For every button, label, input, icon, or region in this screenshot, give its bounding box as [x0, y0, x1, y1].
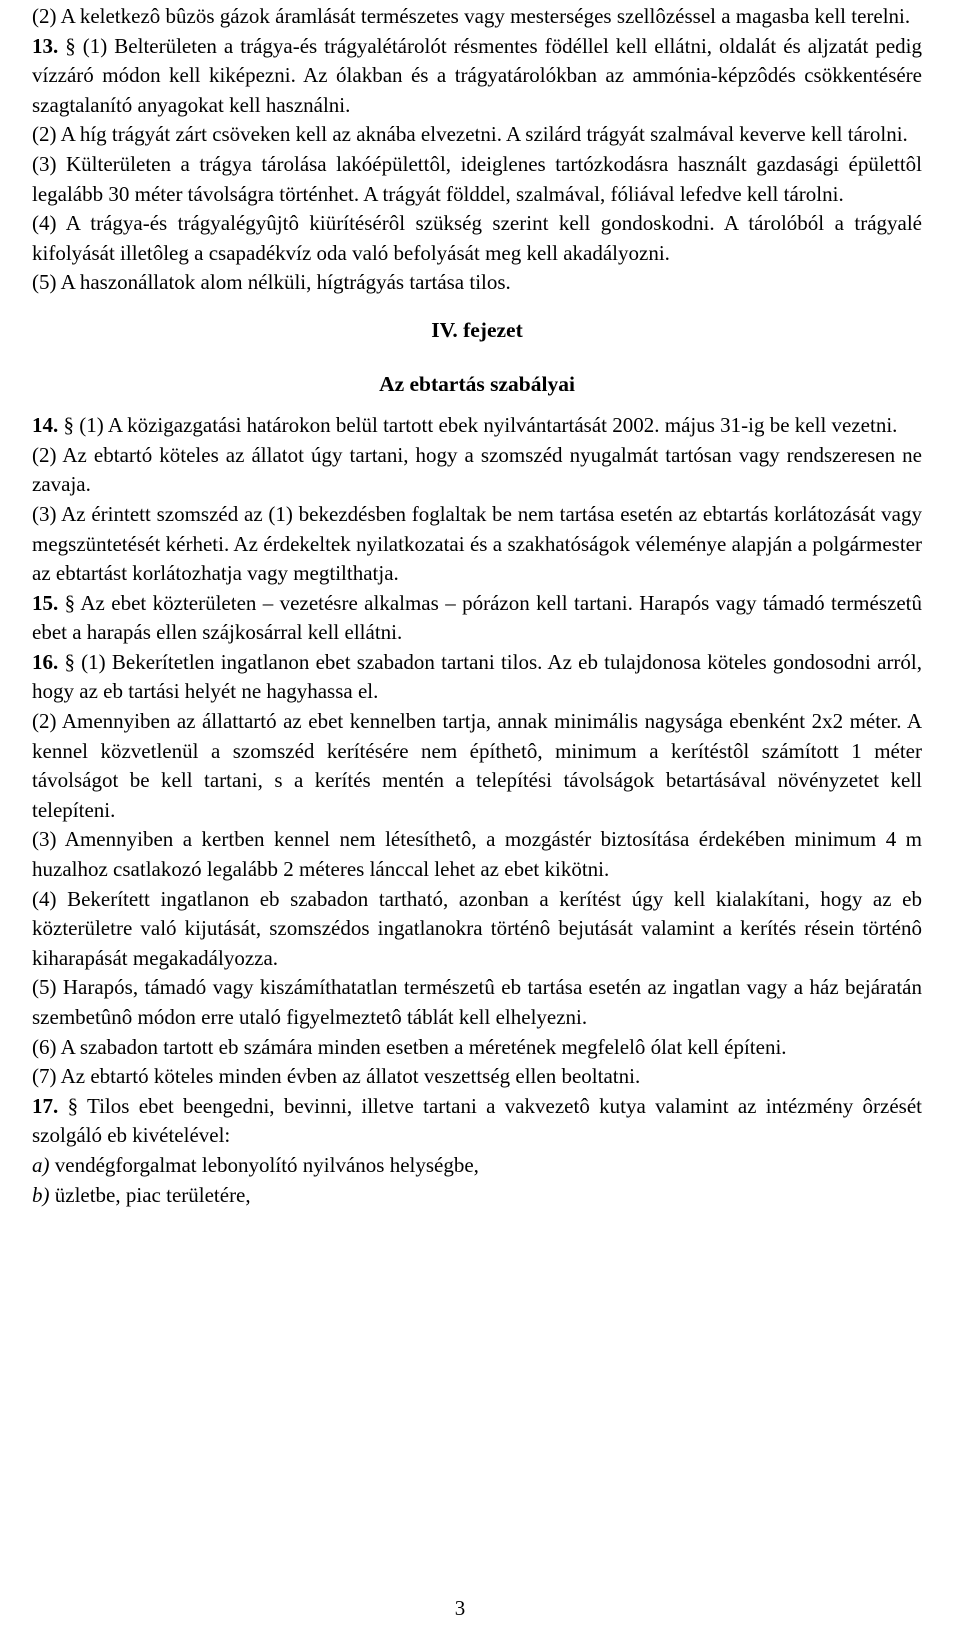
- section-number: 17.: [32, 1093, 59, 1118]
- section-text: § (1) Bekerítetlen ingatlanon ebet szabadon tartani tilos. Az eb tulajdonosa köteles gondosodni arról, hogy az eb tartási helyét ne hagyhassa el.: [32, 649, 922, 704]
- page-number: 3: [454, 1596, 466, 1620]
- section-16-paragraph-4: (4) Bekerített ingatlanon eb szabadon tartható, azonban a kerítést úgy kell kialakítani, hogy az eb közterületre való kijutását, szomszédos ingatlanokra történô bejutását valamint a kerítés résein történô kiharapását megakadályozza.: [32, 886, 922, 970]
- list-item-text: vendégforgalmat lebonyolító nyilvános helységbe,: [54, 1152, 479, 1177]
- paragraph: (2) A keletkezô bûzös gázok áramlását természetes vagy mesterséges szellôzéssel a magasba kell terelni.: [32, 4, 911, 28]
- section-16-paragraph-1: [32, 648, 922, 707]
- list-item-text: üzletbe, piac területére,: [54, 1182, 251, 1207]
- section-text: § Az ebet közterületen – vezetésre alkalmas – pórázon kell tartani. Harapós vagy támadó természetû ebet a harapás ellen szájkosárral kell ellátni.: [32, 590, 922, 645]
- section-number: 16.: [32, 649, 59, 674]
- section-number: 13.: [32, 33, 59, 58]
- document-body: [32, 2, 922, 1210]
- section-14-paragraph-2: (2) Az ebtartó köteles az állatot úgy tartani, hogy a szomszéd nyugalmát tartósan vagy rendszeresen ne zavaja.: [32, 442, 922, 497]
- section-13-paragraph-4: (4) A trágya-és trágyalégyûjtô kiürítésérôl szükség szerint kell gondoskodni. A tárolóból a trágyalé kifolyását illetôleg a csapadékvíz oda való befolyását meg kell akadályozni.: [32, 211, 922, 265]
- section-17-paragraph-1: [32, 1092, 922, 1151]
- section-text: § (1) Belterületen a trágya-és trágyalétárolót résmentes födéllel kell ellátni, oldalát és aljzatát pedig vízzáró módon kell kiképezni. Az ólakban és a trágyatárolókban az ammónia-képzôdés csökkentésére szagtalanító anyagokat kell használni.: [32, 33, 922, 117]
- section-number: 15.: [32, 590, 59, 615]
- section-14-paragraph-1: [32, 411, 922, 441]
- section-16-paragraph-5: (5) Harapós, támadó vagy kiszámíthatatlan természetû eb tartása esetén az ingatlan vagy a ház bejáratán szembetûnô módon erre utaló figyelmeztetô táblát kell elhelyezni.: [32, 975, 922, 1029]
- section-text: § (1) A közigazgatási határokon belül tartott ebek nyilvántartását 2002. május 31-ig be kell vezetni.: [63, 413, 898, 438]
- list-item-letter: a): [32, 1152, 50, 1177]
- section-text: § Tilos ebet beengedni, bevinni, illetve tartani a vakvezetô kutya valamint az intézmény ôrzését szolgáló eb kivételével:: [32, 1093, 923, 1148]
- section-13-paragraph-1: [32, 32, 922, 121]
- section-16-paragraph-6: (6) A szabadon tartott eb számára minden esetben a méretének megfelelô ólat kell építeni.: [32, 1034, 787, 1059]
- chapter-title: Az ebtartás szabályai: [379, 371, 575, 396]
- list-item: [32, 1181, 922, 1211]
- chapter-number: IV. fejezet: [431, 317, 523, 342]
- section-16-paragraph-2: (2) Amennyiben az állattartó az ebet kennelben tartja, annak minimális nagysága ebenként 2x2 méter. A kennel közvetlenül a szomszéd kerítésére nem építhetô, minimum a kerítéstôl számított 1 méter távolságot be kell tartani, s a kerítés mentén a telepítési távolságok betartásával növényzetet kell telepíteni.: [32, 709, 922, 822]
- section-13-paragraph-2: (2) A híg trágyát zárt csöveken kell az aknába elvezetni. A szilárd trágyát szalmával keverve kell tárolni.: [32, 122, 908, 147]
- section-16-paragraph-7: (7) Az ebtartó köteles minden évben az állatot veszettség ellen beoltatni.: [32, 1064, 641, 1089]
- section-13-paragraph-3: (3) Külterületen a trágya tárolása lakóépülettôl, ideiglenes tartózkodásra használt gazdasági épülettôl legalább 30 méter távolságra történhet. A trágyát földdel, szalmával, fóliával lefedve kell tárolni.: [32, 151, 922, 206]
- section-number: 14.: [32, 413, 59, 438]
- section-13-paragraph-5: (5) A haszonállatok alom nélküli, hígtrágyás tartása tilos.: [32, 270, 511, 295]
- section-15-paragraph-1: [32, 589, 922, 648]
- section-14-paragraph-3: (3) Az érintett szomszéd az (1) bekezdésben foglaltak be nem tartása esetén az ebtartás korlátozását vagy megszüntetését kérheti. Az érdekeltek nyilatkozatai és a szakhatóságok véleménye alapján a polgármester az ebtartást korlátozhatja vagy megtilthatja.: [32, 501, 922, 586]
- section-16-paragraph-3: (3) Amennyiben a kertben kennel nem létesíthetô, a mozgástér biztosítása érdekében minimum 4 m huzalhoz csatlakozó legalább 2 méteres lánccal lehet az ebet kikötni.: [32, 827, 922, 882]
- list-item-letter: b): [32, 1182, 50, 1207]
- list-item: [32, 1151, 922, 1181]
